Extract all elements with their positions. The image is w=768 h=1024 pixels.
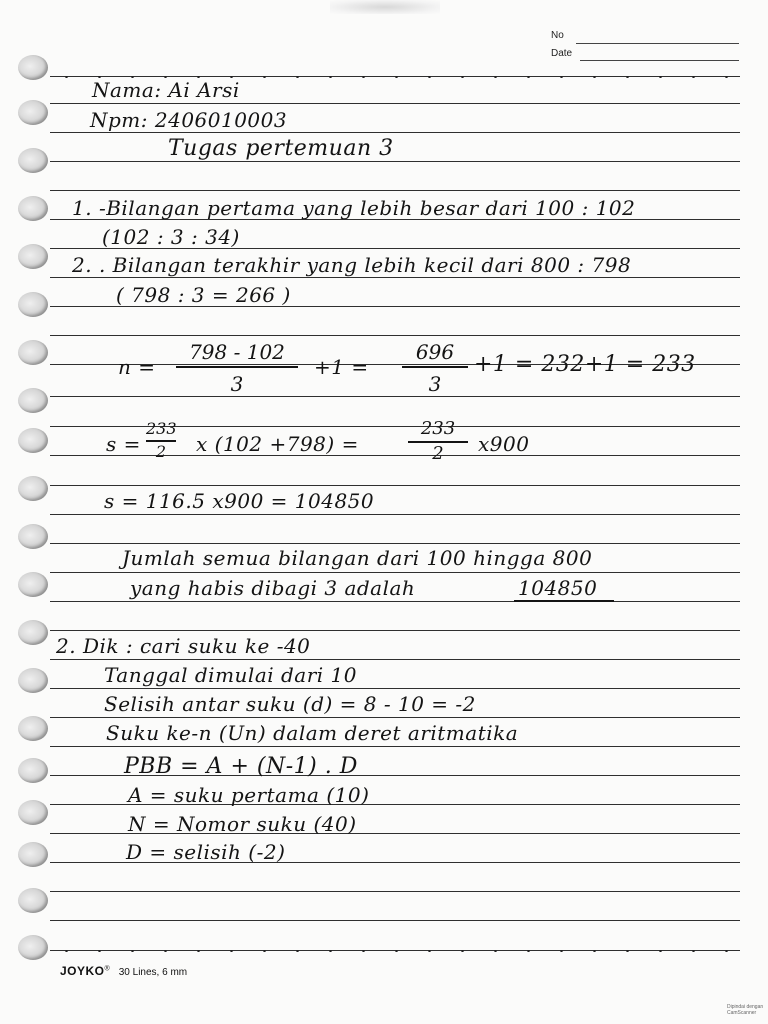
rule <box>50 572 740 573</box>
fraction-bar <box>176 366 298 368</box>
question-2-line: 2. Dik : cari suku ke -40 <box>56 634 311 658</box>
n-numerator-1: 798 - 102 <box>189 340 285 364</box>
s-numerator-1: 233 <box>146 419 177 438</box>
binding-hole <box>18 524 48 549</box>
binding-hole <box>18 244 48 269</box>
s-value-line: s = 116.5 x900 = 104850 <box>104 489 375 513</box>
rule-bottom <box>50 950 740 952</box>
s-equation-lhs: s = <box>106 432 141 456</box>
binding-hole <box>18 758 48 783</box>
text-line-suku: Suku ke-n (Un) dalam deret aritmatika <box>106 721 519 745</box>
n-denominator-1: 3 <box>230 372 244 396</box>
answer-underline <box>514 600 614 602</box>
binding-hole <box>18 55 48 80</box>
binding-hole <box>18 668 48 693</box>
binding-hole <box>18 800 48 825</box>
formula-def-d: D = selisih (-2) <box>126 840 286 864</box>
text-line-1: 1. -Bilangan pertama yang lebih besar dari 100 : 102 <box>72 196 636 220</box>
brand-logo: JOYKO <box>60 964 105 978</box>
n-equation-lhs: n = <box>118 355 156 379</box>
rule <box>50 132 740 133</box>
n-equation-mid: +1 = <box>314 355 369 379</box>
text-line-3: 2. . Bilangan terakhir yang lebih kecil dari 800 : 798 <box>72 253 632 277</box>
text-line-4: ( 798 : 3 = 266 ) <box>116 283 291 307</box>
binding-hole <box>18 620 48 645</box>
formula-line: PBB = A + (N-1) . D <box>124 754 358 779</box>
rule <box>50 688 740 689</box>
n-numerator-2: 696 <box>415 340 455 364</box>
brand-trademark: ® <box>104 965 110 973</box>
rule <box>50 190 740 191</box>
no-label: No <box>551 30 564 41</box>
assignment-title: Tugas pertemuan 3 <box>168 136 394 161</box>
binding-hole <box>18 388 48 413</box>
rule <box>50 630 740 631</box>
s-equation-result: x900 <box>478 432 530 456</box>
text-line-selisih: Selisih antar suku (d) = 8 - 10 = -2 <box>104 692 476 716</box>
text-line-2: (102 : 3 : 34) <box>102 225 240 249</box>
paper-spec: 30 Lines, 6 mm <box>118 967 188 978</box>
rule <box>50 277 740 278</box>
rule <box>50 746 740 747</box>
date-line <box>580 60 739 61</box>
formula-def-n: N = Nomor suku (40) <box>128 812 357 836</box>
npm-line: Npm: 2406010003 <box>90 108 288 132</box>
rule <box>50 601 740 602</box>
name-line: Nama: Ai Arsi <box>92 78 240 102</box>
rule <box>50 335 740 336</box>
scanner-line-1: Dipindai dengan <box>727 1004 764 1010</box>
binding-hole <box>18 148 48 173</box>
binding-hole <box>18 572 48 597</box>
conclusion-answer: 104850 <box>518 576 598 600</box>
scanner-line-2: CamScanner <box>727 1010 757 1016</box>
fraction-bar <box>402 366 468 368</box>
s-equation-mid: x (102 +798) = <box>196 432 359 456</box>
formula-def-a: A = suku pertama (10) <box>128 783 370 807</box>
conclusion-line-1: Jumlah semua bilangan dari 100 hingga 800 <box>122 546 593 570</box>
conclusion-line-2: yang habis dibagi 3 adalah <box>130 576 416 600</box>
rule <box>50 920 740 921</box>
s-denominator-1: 2 <box>155 442 167 461</box>
rule <box>50 543 740 544</box>
rule <box>50 485 740 486</box>
page-shadow <box>330 0 440 14</box>
no-line <box>576 43 739 44</box>
rule <box>50 161 740 162</box>
rule <box>50 891 740 892</box>
rule <box>50 659 740 660</box>
binding-hole <box>18 716 48 741</box>
date-label: Date <box>551 48 573 59</box>
rule <box>50 514 740 515</box>
rule <box>50 717 740 718</box>
scanner-watermark <box>727 1004 763 1016</box>
binding-hole <box>18 428 48 453</box>
binding-hole <box>18 476 48 501</box>
brand-footer <box>60 964 187 978</box>
s-numerator-2: 233 <box>420 418 456 439</box>
binding-hole <box>18 888 48 913</box>
binding-hole <box>18 340 48 365</box>
rule <box>50 396 740 397</box>
binding-hole <box>18 935 48 960</box>
binding-hole <box>18 196 48 221</box>
binding-hole <box>18 842 48 867</box>
n-equation-result: +1 = 232+1 = 233 <box>474 352 696 377</box>
binding-hole <box>18 100 48 125</box>
binding-hole <box>18 292 48 317</box>
n-denominator-2: 3 <box>428 372 442 396</box>
text-line-tanggal: Tanggal dimulai dari 10 <box>104 663 357 687</box>
s-denominator-2: 2 <box>432 443 444 464</box>
rule <box>50 103 740 104</box>
